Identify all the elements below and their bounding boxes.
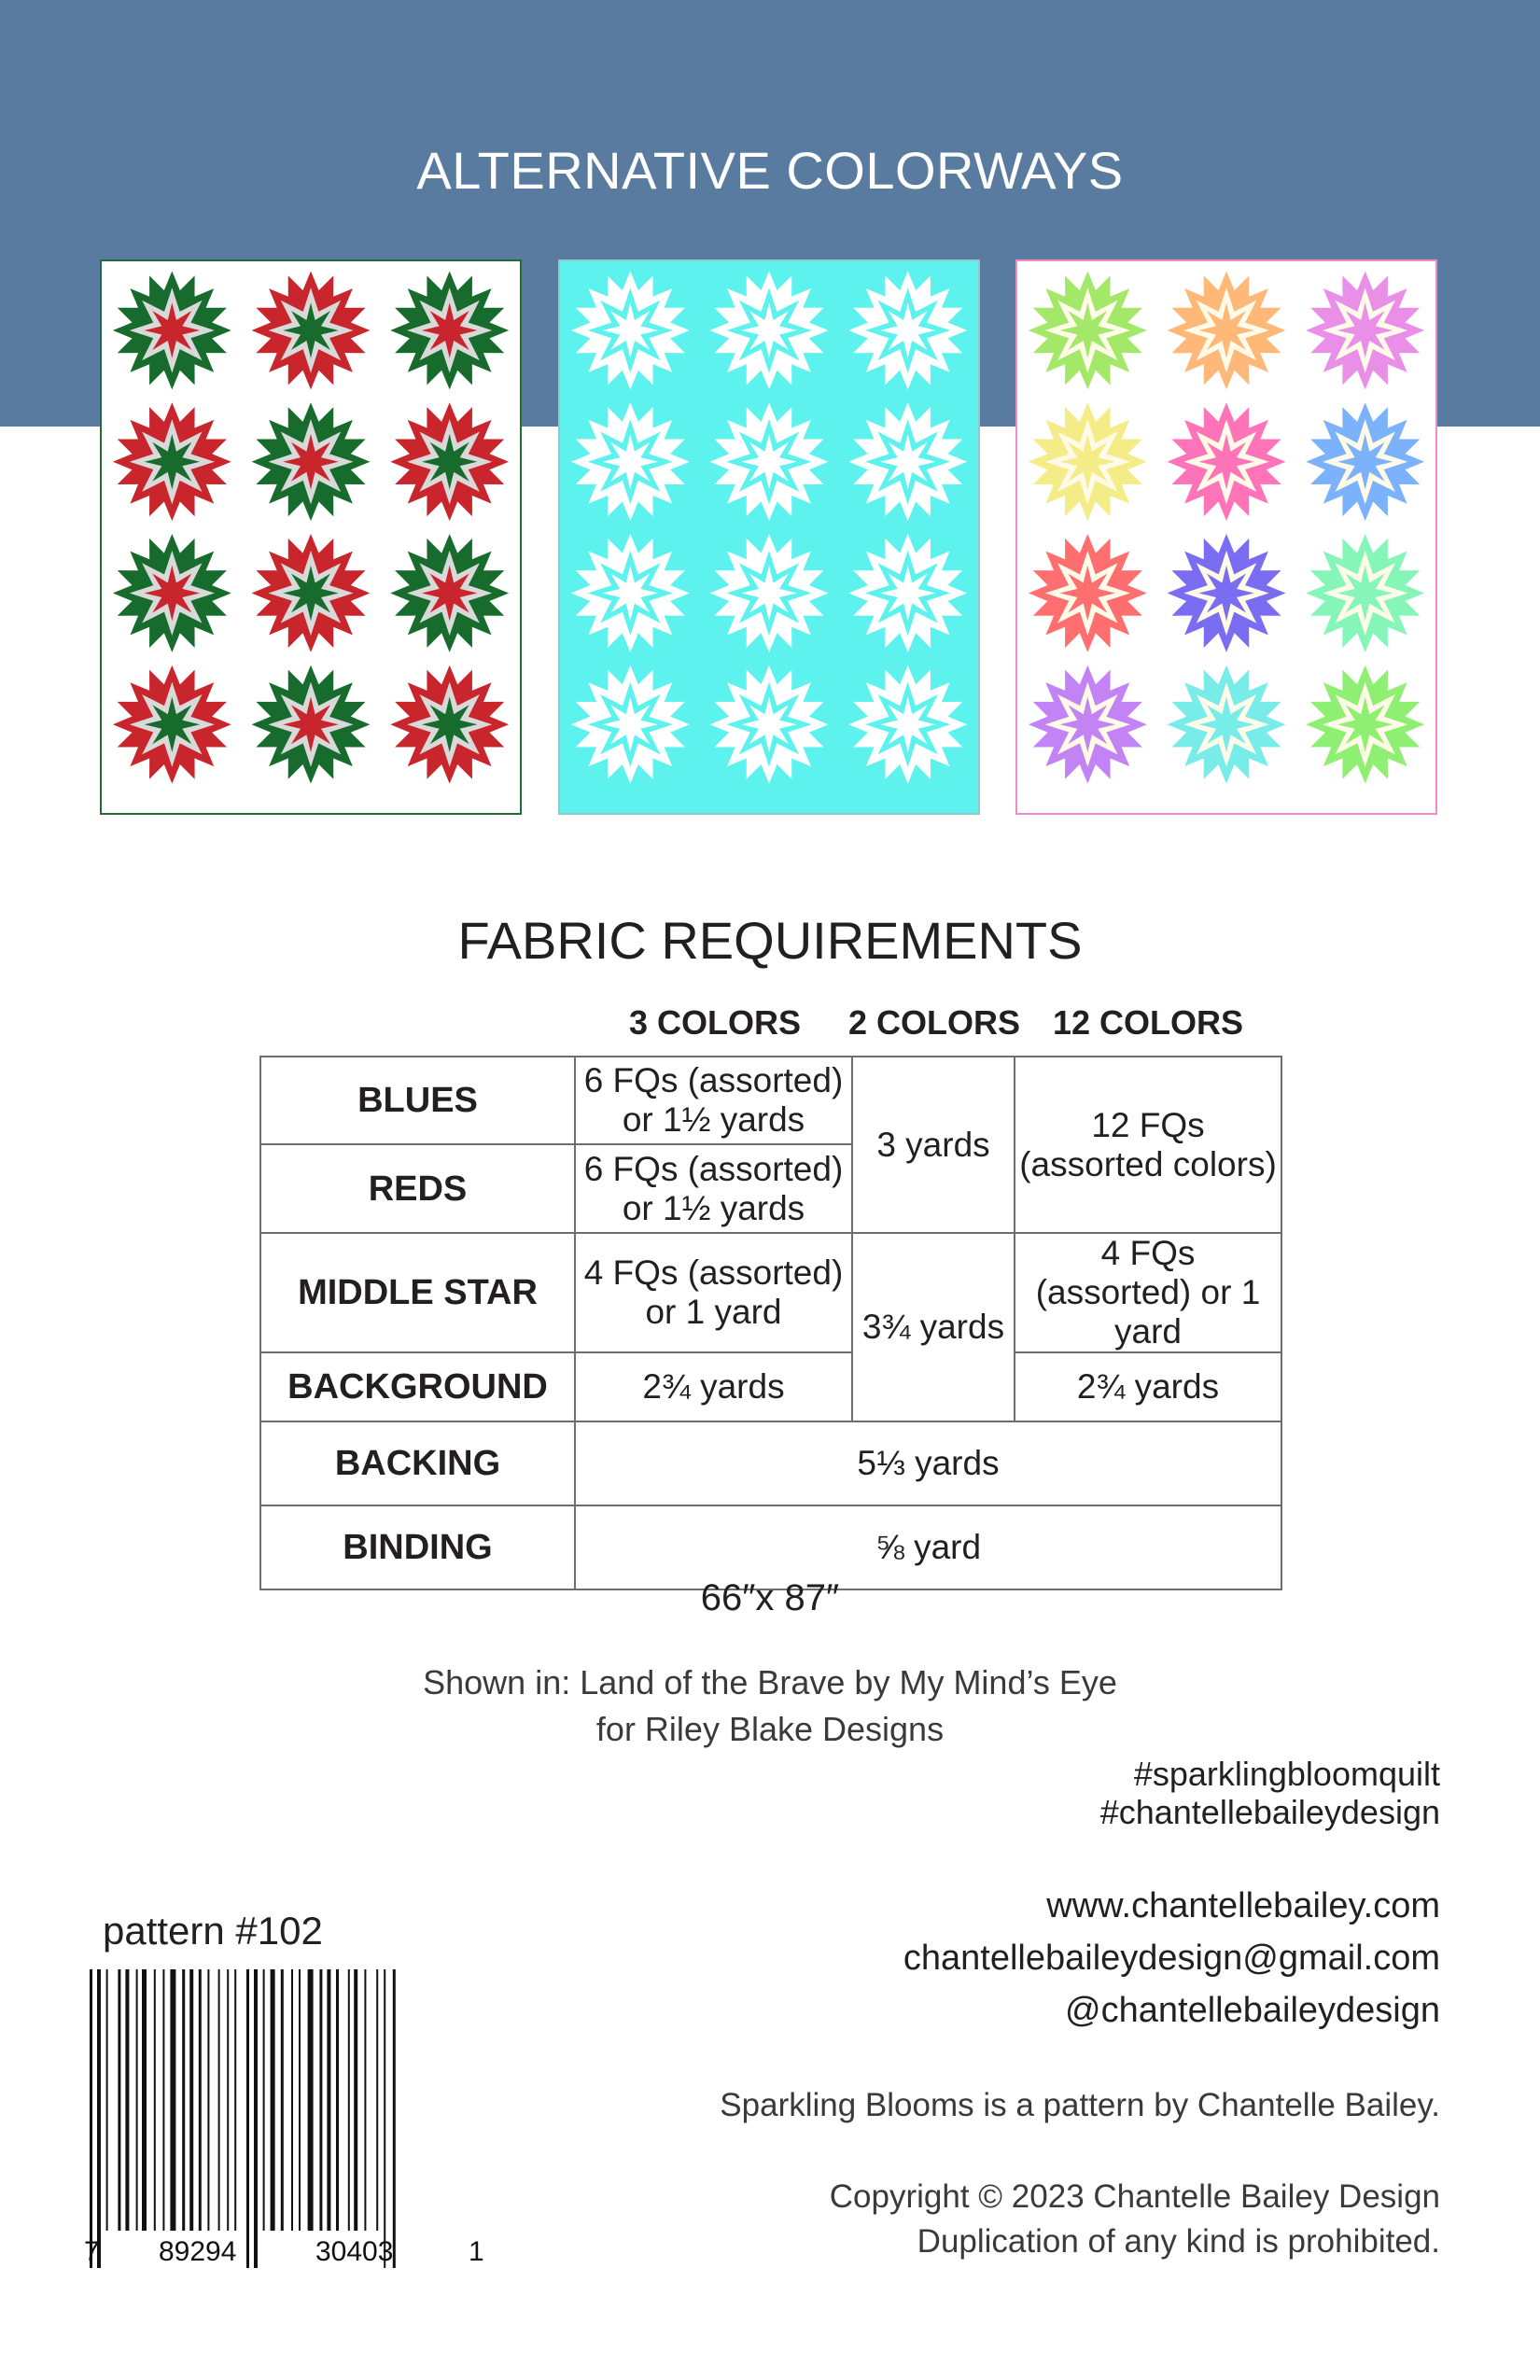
quilt-block-center-star — [1198, 434, 1253, 489]
hashtag-quilt[interactable]: #sparklingbloomquilt — [1133, 1755, 1440, 1793]
quilt-block-center-star — [1198, 696, 1253, 751]
barcode-bar — [118, 1969, 120, 2231]
barcode-bar — [336, 1969, 339, 2231]
pattern-number: pattern #102 — [103, 1909, 323, 1953]
quilt-block-center-star — [880, 696, 935, 751]
barcode-bar — [308, 1969, 314, 2231]
barcode-bar — [227, 1969, 229, 2231]
quilt-block-center-star — [145, 434, 200, 489]
barcode-bar — [271, 1969, 275, 2231]
row-label-blues: BLUES — [260, 1057, 575, 1144]
fabric-requirements-table — [259, 1056, 1282, 1590]
quilt-block-center-star — [422, 696, 477, 751]
table-row-middle-star — [260, 1233, 1281, 1352]
quilt-colorway-red-green — [100, 259, 522, 815]
column-header-2-colors: 2 COLORS — [847, 1003, 1021, 1042]
table-row-backing — [260, 1421, 1281, 1505]
pattern-byline: Sparkling Blooms is a pattern by Chantelle Bailey. — [720, 2087, 1440, 2123]
quilt-block-center-star — [145, 302, 200, 357]
quilt-block-center-star — [422, 566, 477, 621]
barcode-bar — [376, 1969, 378, 2231]
hashtags — [1100, 1755, 1440, 1831]
quilt-block-center-star — [1060, 696, 1115, 751]
cell-reds-3-colors: 6 FQs (assorted) or 1½ yards — [575, 1144, 852, 1233]
quilt-block-center-star — [1337, 696, 1393, 751]
row-label-binding: BINDING — [260, 1505, 575, 1589]
barcode-bar — [182, 1969, 185, 2231]
quilt-block-center-star — [603, 302, 658, 357]
quilt-block-center-star — [603, 434, 658, 489]
barcode-bar — [234, 1969, 236, 2231]
quilt-block-center-star — [1198, 566, 1253, 621]
column-header-3-colors: 3 COLORS — [628, 1003, 802, 1042]
quilt-block-center-star — [741, 696, 796, 751]
quilt-block-center-star — [283, 302, 338, 357]
barcode-bar — [246, 1969, 249, 2268]
barcode-image — [80, 1969, 491, 2291]
shown-in-line-2: for Riley Blake Designs — [595, 1710, 945, 1748]
barcode-bar — [384, 1969, 385, 2268]
quilt-block-center-star — [603, 696, 658, 751]
column-header-12-colors: 12 COLORS — [1052, 1003, 1244, 1042]
quilt-block-center-star — [1060, 302, 1115, 357]
cell-blues-reds-12-colors: 12 FQs (assorted colors) — [1015, 1057, 1281, 1233]
cell-middle-bg-2-colors: 3¾ yards — [852, 1233, 1015, 1421]
quilt-block-center-star — [283, 696, 338, 751]
barcode-bar — [393, 1969, 396, 2268]
barcode-bar — [142, 1969, 147, 2231]
hashtag-design[interactable]: #chantellebaileydesign — [1099, 1793, 1440, 1831]
barcode-bar — [125, 1969, 129, 2231]
barcode-digits-left: 89294 — [159, 2236, 237, 2267]
barcode-bar — [207, 1969, 209, 2231]
cell-middle-3-colors: 4 FQs (assorted) or 1 yard — [575, 1233, 852, 1352]
barcode-bar — [291, 1969, 293, 2231]
barcode-bar — [263, 1969, 265, 2231]
cell-background-3-colors: 2¾ yards — [575, 1352, 852, 1421]
barcode-bar — [299, 1969, 301, 2231]
quilt-block-center-star — [1060, 566, 1115, 621]
barcode-bar — [106, 1969, 108, 2231]
copyright-line-1: Copyright © 2023 Chantelle Bailey Design — [829, 2178, 1440, 2215]
quilt-size: 66″x 87″ — [700, 1577, 840, 1618]
quilt-block-center-star — [1337, 434, 1393, 489]
barcode-bar — [281, 1969, 284, 2231]
quilt-block-center-star — [1337, 302, 1393, 357]
quilt-block-center-star — [1060, 434, 1115, 489]
copyright-notice — [830, 2175, 1440, 2264]
barcode-bar — [170, 1969, 175, 2231]
shown-in-text — [0, 1659, 1540, 1753]
quilt-colorway-rainbow — [1015, 259, 1437, 815]
cell-middle-12-colors: 4 FQs (assorted) or 1 yard — [1015, 1233, 1281, 1352]
quilt-block-center-star — [1337, 566, 1393, 621]
fabric-requirements-title: FABRIC REQUIREMENTS — [457, 911, 1083, 970]
cell-background-12-colors: 2¾ yards — [1015, 1352, 1281, 1421]
quilt-block-center-star — [283, 434, 338, 489]
barcode-digit-last: 1 — [469, 2236, 484, 2267]
barcode-bar — [348, 1969, 350, 2231]
barcode-digit-first: 7 — [84, 2236, 100, 2267]
quilt-colorway-aqua — [558, 259, 980, 815]
barcode-bar — [254, 1969, 258, 2268]
quilt-block-center-star — [283, 566, 338, 621]
email-link[interactable]: chantellebaileydesign@gmail.com — [903, 1939, 1440, 1978]
barcode-bar — [97, 1969, 101, 2268]
barcode-bar — [136, 1969, 138, 2231]
barcode-bar — [154, 1969, 156, 2231]
contact-info — [903, 1880, 1440, 2037]
social-handle[interactable]: @chantellebaileydesign — [1065, 1991, 1440, 2030]
row-label-middle-star: MIDDLE STAR — [260, 1233, 575, 1352]
quilt-block-center-star — [880, 566, 935, 621]
quilt-block-center-star — [145, 566, 200, 621]
quilt-block-center-star — [741, 566, 796, 621]
barcode-bar — [319, 1969, 322, 2231]
barcode-bar — [327, 1969, 330, 2231]
quilt-block-center-star — [1198, 302, 1253, 357]
quilt-block-center-star — [422, 434, 477, 489]
shown-in-line-1: Shown in: Land of the Brave by My Mind’s Eye — [423, 1663, 1117, 1701]
table-row-background — [260, 1352, 1281, 1421]
barcode-bar — [354, 1969, 357, 2231]
barcode-bar — [364, 1969, 366, 2231]
barcode-bar — [90, 1969, 92, 2268]
row-label-reds: REDS — [260, 1144, 575, 1233]
quilt-block-center-star — [880, 302, 935, 357]
website-link[interactable]: www.chantellebailey.com — [1046, 1886, 1440, 1925]
copyright-line-2: Duplication of any kind is prohibited. — [917, 2223, 1440, 2260]
table-row-blues — [260, 1057, 1281, 1144]
barcode-bar — [218, 1969, 220, 2231]
row-label-backing: BACKING — [260, 1421, 575, 1505]
alternative-colorways-title: ALTERNATIVE COLORWAYS — [416, 141, 1124, 200]
barcode-bar — [189, 1969, 193, 2231]
barcode-bar — [162, 1969, 164, 2231]
row-label-background: BACKGROUND — [260, 1352, 575, 1421]
cell-blues-3-colors: 6 FQs (assorted) or 1½ yards — [575, 1057, 852, 1144]
barcode-digits-right: 30403 — [315, 2236, 394, 2267]
quilt-block-center-star — [741, 434, 796, 489]
quilt-block-center-star — [145, 696, 200, 751]
quilt-block-center-star — [603, 566, 658, 621]
quilt-block-center-star — [880, 434, 935, 489]
cell-backing-value: 5⅓ yards — [575, 1421, 1281, 1505]
barcode-bar — [199, 1969, 202, 2231]
quilt-block-center-star — [741, 302, 796, 357]
cell-binding-value: ⅝ yard — [575, 1505, 1281, 1589]
cell-blues-reds-2-colors: 3 yards — [852, 1057, 1015, 1233]
quilt-block-center-star — [422, 302, 477, 357]
